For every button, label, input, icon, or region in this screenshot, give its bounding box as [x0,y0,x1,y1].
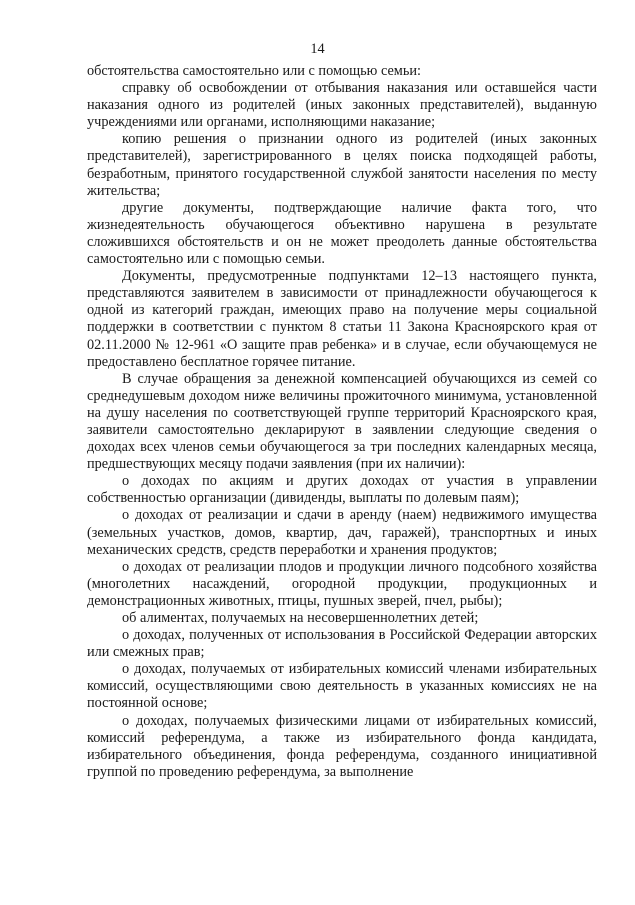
paragraph-election-commission-individuals: о доходах, получаемых физическими лицами от избирательных комиссий, комиссий референдума, а также из избирательного фонда кандидата, избирательного объединения, фонда референдума, созданного инициативной группой по проведению референдума, за выполнение [87,712,597,780]
paragraph-copyright-income: о доходах, полученных от использования в Российской Федерации авторских или смежных прав; [87,627,597,661]
page-number: 14 [310,41,325,57]
paragraph-release-certificate: справку об освобождении от отбывания наказания или оставшейся части наказания одного из родителей (иных законных представителей), выданную учреждениями или органами, исполняющими наказание; [87,80,597,131]
paragraph-election-commission-members: о доходах, получаемых от избирательных комиссий членами избирательных комиссий, осуществляющими свою деятельность в указанных комиссиях не на постоянной основе; [87,661,597,712]
paragraph-income-household: о доходах от реализации плодов и продукции личного подсобного хозяйства (многолетних насаждений, огородной продукции, продукционных и демонстрационных животных, птицы, пушных зверей, пчел, рыбы); [87,558,597,609]
paragraph-unemployed-decision: копию решения о признании одного из родителей (иных законных представителей), зарегистрированного в целях поиска подходящей работы, безработным, принятого государственной службой занятости населения по месту жительства; [87,131,597,199]
paragraph-income-declaration: В случае обращения за денежной компенсацией обучающихся из семей со среднедушевым доходом ниже величины прожиточного минимума, установленной на душу населения по соответствующей группе территорий Красноярского края, заявители самостоятельно декларируют в заявлении следующие сведения о доходах всех членов семьи обучающегося за три последних календарных месяца, предшествующих месяцу подачи заявления (при их наличии): [87,370,597,473]
paragraph-alimony: об алиментах, получаемых на несовершеннолетних детей; [122,610,479,626]
paragraph-other-documents: другие документы, подтверждающие наличие факта того, что жизнедеятельность обучающегося объективно нарушена в результате сложившихся обстоятельств и он не может преодолеть данные обстоятельства самостоятельно или с помощью семьи. [87,199,597,268]
paragraph-income-property: о доходах от реализации и сдачи в аренду (наем) недвижимого имущества (земельных участков, домов, квартир, дач, гаражей), транспортных и иных механических средств, средств переработки и хранения продуктов; [87,507,597,558]
paragraph-income-shares: о доходах по акциям и других доходах от участия в управлении собственностью организации (дивиденды, выплаты по долевым паям); [87,473,597,507]
paragraph-documents-submission: Документы, предусмотренные подпунктами 12–13 настоящего пункта, представляются заявителем в зависимости от принадлежности обучающегося к одной из категорий граждан, имеющих право на получение меры социальной поддержки в соответствии с пунктом 8 статьи 11 Закона Красноярского края от 02.11.2000 № 12-961 «О защите прав ребенка» и в случае, если обучающемуся не предоставлено бесплатное горячее питание. [87,268,597,370]
paragraph-continuation: обстоятельства самостоятельно или с помощью семьи: [87,63,421,79]
document-body [87,63,597,781]
